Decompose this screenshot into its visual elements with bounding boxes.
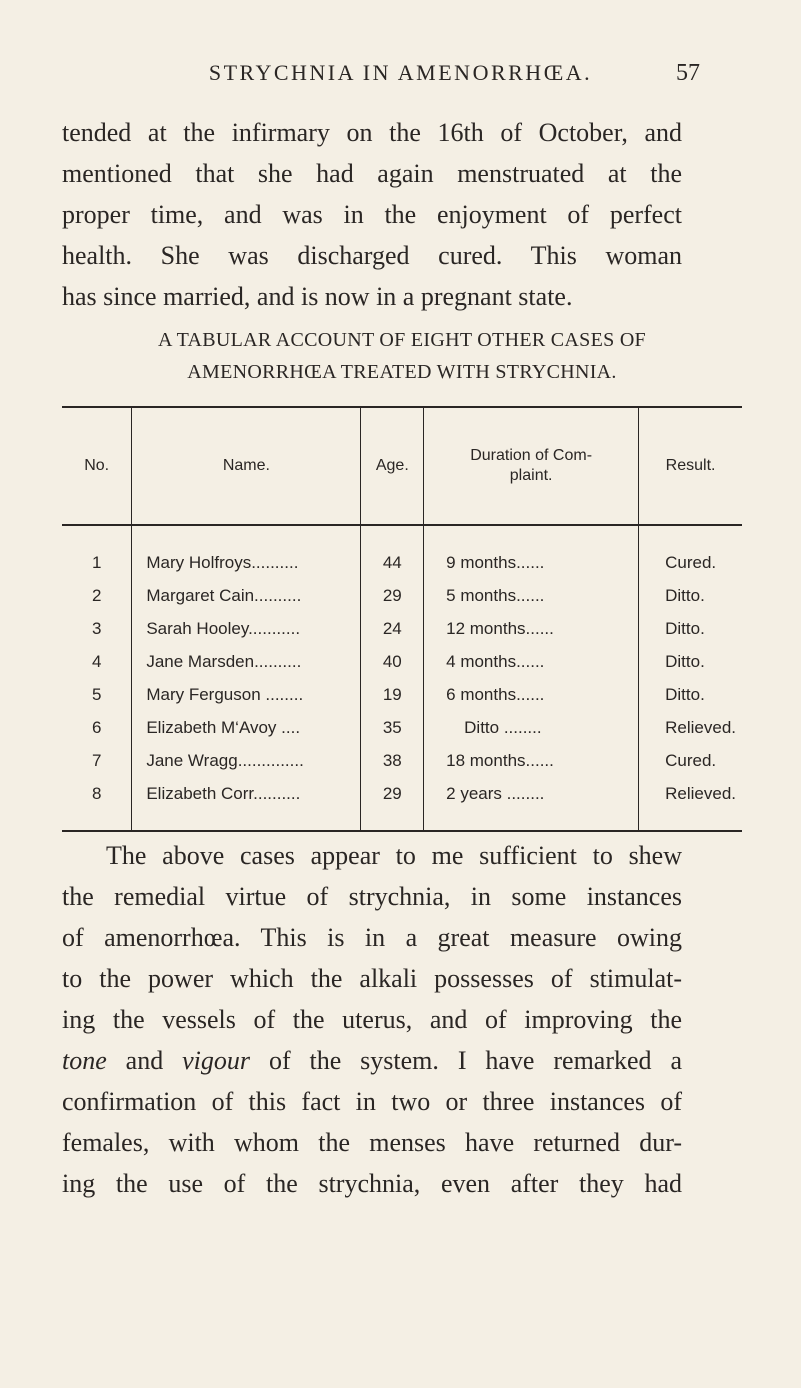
text-line-emphasis bbox=[62, 1040, 682, 1081]
table-row bbox=[62, 645, 742, 678]
cell-duration: 6 months...... bbox=[424, 678, 639, 711]
cell-name: Mary Holfroys.......... bbox=[132, 525, 361, 579]
cell-no: 8 bbox=[62, 777, 132, 831]
cases-table bbox=[62, 406, 742, 832]
header-duration bbox=[424, 407, 639, 525]
cell-name: Jane Wragg.............. bbox=[132, 744, 361, 777]
cell-age: 40 bbox=[361, 645, 424, 678]
cases-table-container bbox=[62, 406, 742, 832]
cell-age: 35 bbox=[361, 711, 424, 744]
cell-age: 29 bbox=[361, 579, 424, 612]
caption-line: A TABULAR ACCOUNT OF EIGHT OTHER CASES OF bbox=[158, 329, 646, 351]
text-line: of amenorrhœa. This is in a great measure owing bbox=[62, 923, 682, 952]
table-row bbox=[62, 525, 742, 579]
text-line: confirmation of this fact in two or three instances of bbox=[62, 1087, 682, 1116]
text-line: tended at the infirmary on the 16th of October, and bbox=[62, 118, 682, 147]
header-duration-line2: plaint. bbox=[509, 467, 553, 484]
cell-result: Relieved. bbox=[639, 711, 742, 744]
emphasis-tone: tone bbox=[62, 1046, 107, 1075]
paragraph-continuation bbox=[62, 112, 682, 317]
cell-result: Relieved. bbox=[639, 777, 742, 831]
table-header-row bbox=[62, 407, 742, 525]
cell-age: 29 bbox=[361, 777, 424, 831]
cell-age: 24 bbox=[361, 612, 424, 645]
cell-result: Ditto. bbox=[639, 579, 742, 612]
emphasis-vigour: vigour bbox=[182, 1046, 251, 1075]
cell-age: 44 bbox=[361, 525, 424, 579]
cell-result: Ditto. bbox=[639, 612, 742, 645]
cell-duration: 5 months...... bbox=[424, 579, 639, 612]
header-no: No. bbox=[62, 407, 132, 525]
table-row bbox=[62, 711, 742, 744]
text-line: ing the use of the strychnia, even after they had bbox=[62, 1169, 682, 1198]
cell-name: Jane Marsden.......... bbox=[132, 645, 361, 678]
caption-line: AMENORRHŒA TREATED WITH STRYCHNIA. bbox=[187, 361, 617, 383]
header-age: Age. bbox=[361, 407, 424, 525]
cell-result: Cured. bbox=[639, 744, 742, 777]
table-caption bbox=[62, 324, 742, 388]
table-row bbox=[62, 678, 742, 711]
cell-no: 2 bbox=[91, 585, 102, 605]
text-fragment: of the system. I have remarked a bbox=[250, 1046, 682, 1075]
paragraph-discussion bbox=[62, 835, 682, 1204]
text-line: The above cases appear to me sufficient to shew bbox=[106, 841, 682, 870]
cell-age: 19 bbox=[361, 678, 424, 711]
table-row bbox=[62, 612, 742, 645]
header-duration-line1: Duration of Com- bbox=[470, 447, 593, 464]
table-row bbox=[62, 777, 742, 831]
header-result: Result. bbox=[639, 407, 742, 525]
text-fragment: and bbox=[106, 1046, 183, 1075]
cell-age: 38 bbox=[361, 744, 424, 777]
cell-name: Elizabeth Corr.......... bbox=[132, 777, 361, 831]
cell-no: 6 bbox=[91, 717, 102, 737]
cell-duration: 12 months...... bbox=[424, 612, 639, 645]
cell-no: 7 bbox=[91, 750, 102, 770]
cell-no: 4 bbox=[91, 651, 102, 671]
cell-name: Elizabeth M‘Avoy .... bbox=[132, 711, 361, 744]
cell-no: 5 bbox=[91, 684, 102, 704]
cell-name: Mary Ferguson ........ bbox=[132, 678, 361, 711]
cell-duration: 2 years ........ bbox=[424, 777, 639, 831]
cell-no: 3 bbox=[91, 618, 102, 638]
cell-result: Ditto. bbox=[639, 645, 742, 678]
text-line: to the power which the alkali possesses of stimulat- bbox=[62, 964, 682, 993]
text-line: the remedial virtue of strychnia, in some instances bbox=[62, 882, 682, 911]
cell-result: Cured. bbox=[639, 525, 742, 579]
running-head bbox=[0, 60, 801, 86]
table-row bbox=[62, 744, 742, 777]
cell-duration: 9 months...... bbox=[424, 525, 639, 579]
page-number: 57 bbox=[676, 60, 700, 86]
text-line: health. She was discharged cured. This woman bbox=[62, 241, 682, 270]
running-title: STRYCHNIA IN AMENORRHŒA. bbox=[208, 60, 593, 85]
table-row bbox=[62, 579, 742, 612]
cell-duration: 4 months...... bbox=[424, 645, 639, 678]
cell-no: 1 bbox=[91, 552, 102, 572]
cell-duration: Ditto ........ bbox=[424, 711, 639, 744]
text-line: mentioned that she had again menstruated at the bbox=[62, 159, 682, 188]
text-line: proper time, and was in the enjoyment of perfect bbox=[62, 200, 682, 229]
header-name: Name. bbox=[132, 407, 361, 525]
cell-duration: 18 months...... bbox=[424, 744, 639, 777]
cell-name: Sarah Hooley........... bbox=[132, 612, 361, 645]
text-line: has since married, and is now in a pregnant state. bbox=[62, 282, 573, 311]
text-line: ing the vessels of the uterus, and of improving the bbox=[62, 1005, 682, 1034]
cell-result: Ditto. bbox=[639, 678, 742, 711]
cell-name: Margaret Cain.......... bbox=[132, 579, 361, 612]
text-line: females, with whom the menses have returned dur- bbox=[62, 1128, 682, 1157]
